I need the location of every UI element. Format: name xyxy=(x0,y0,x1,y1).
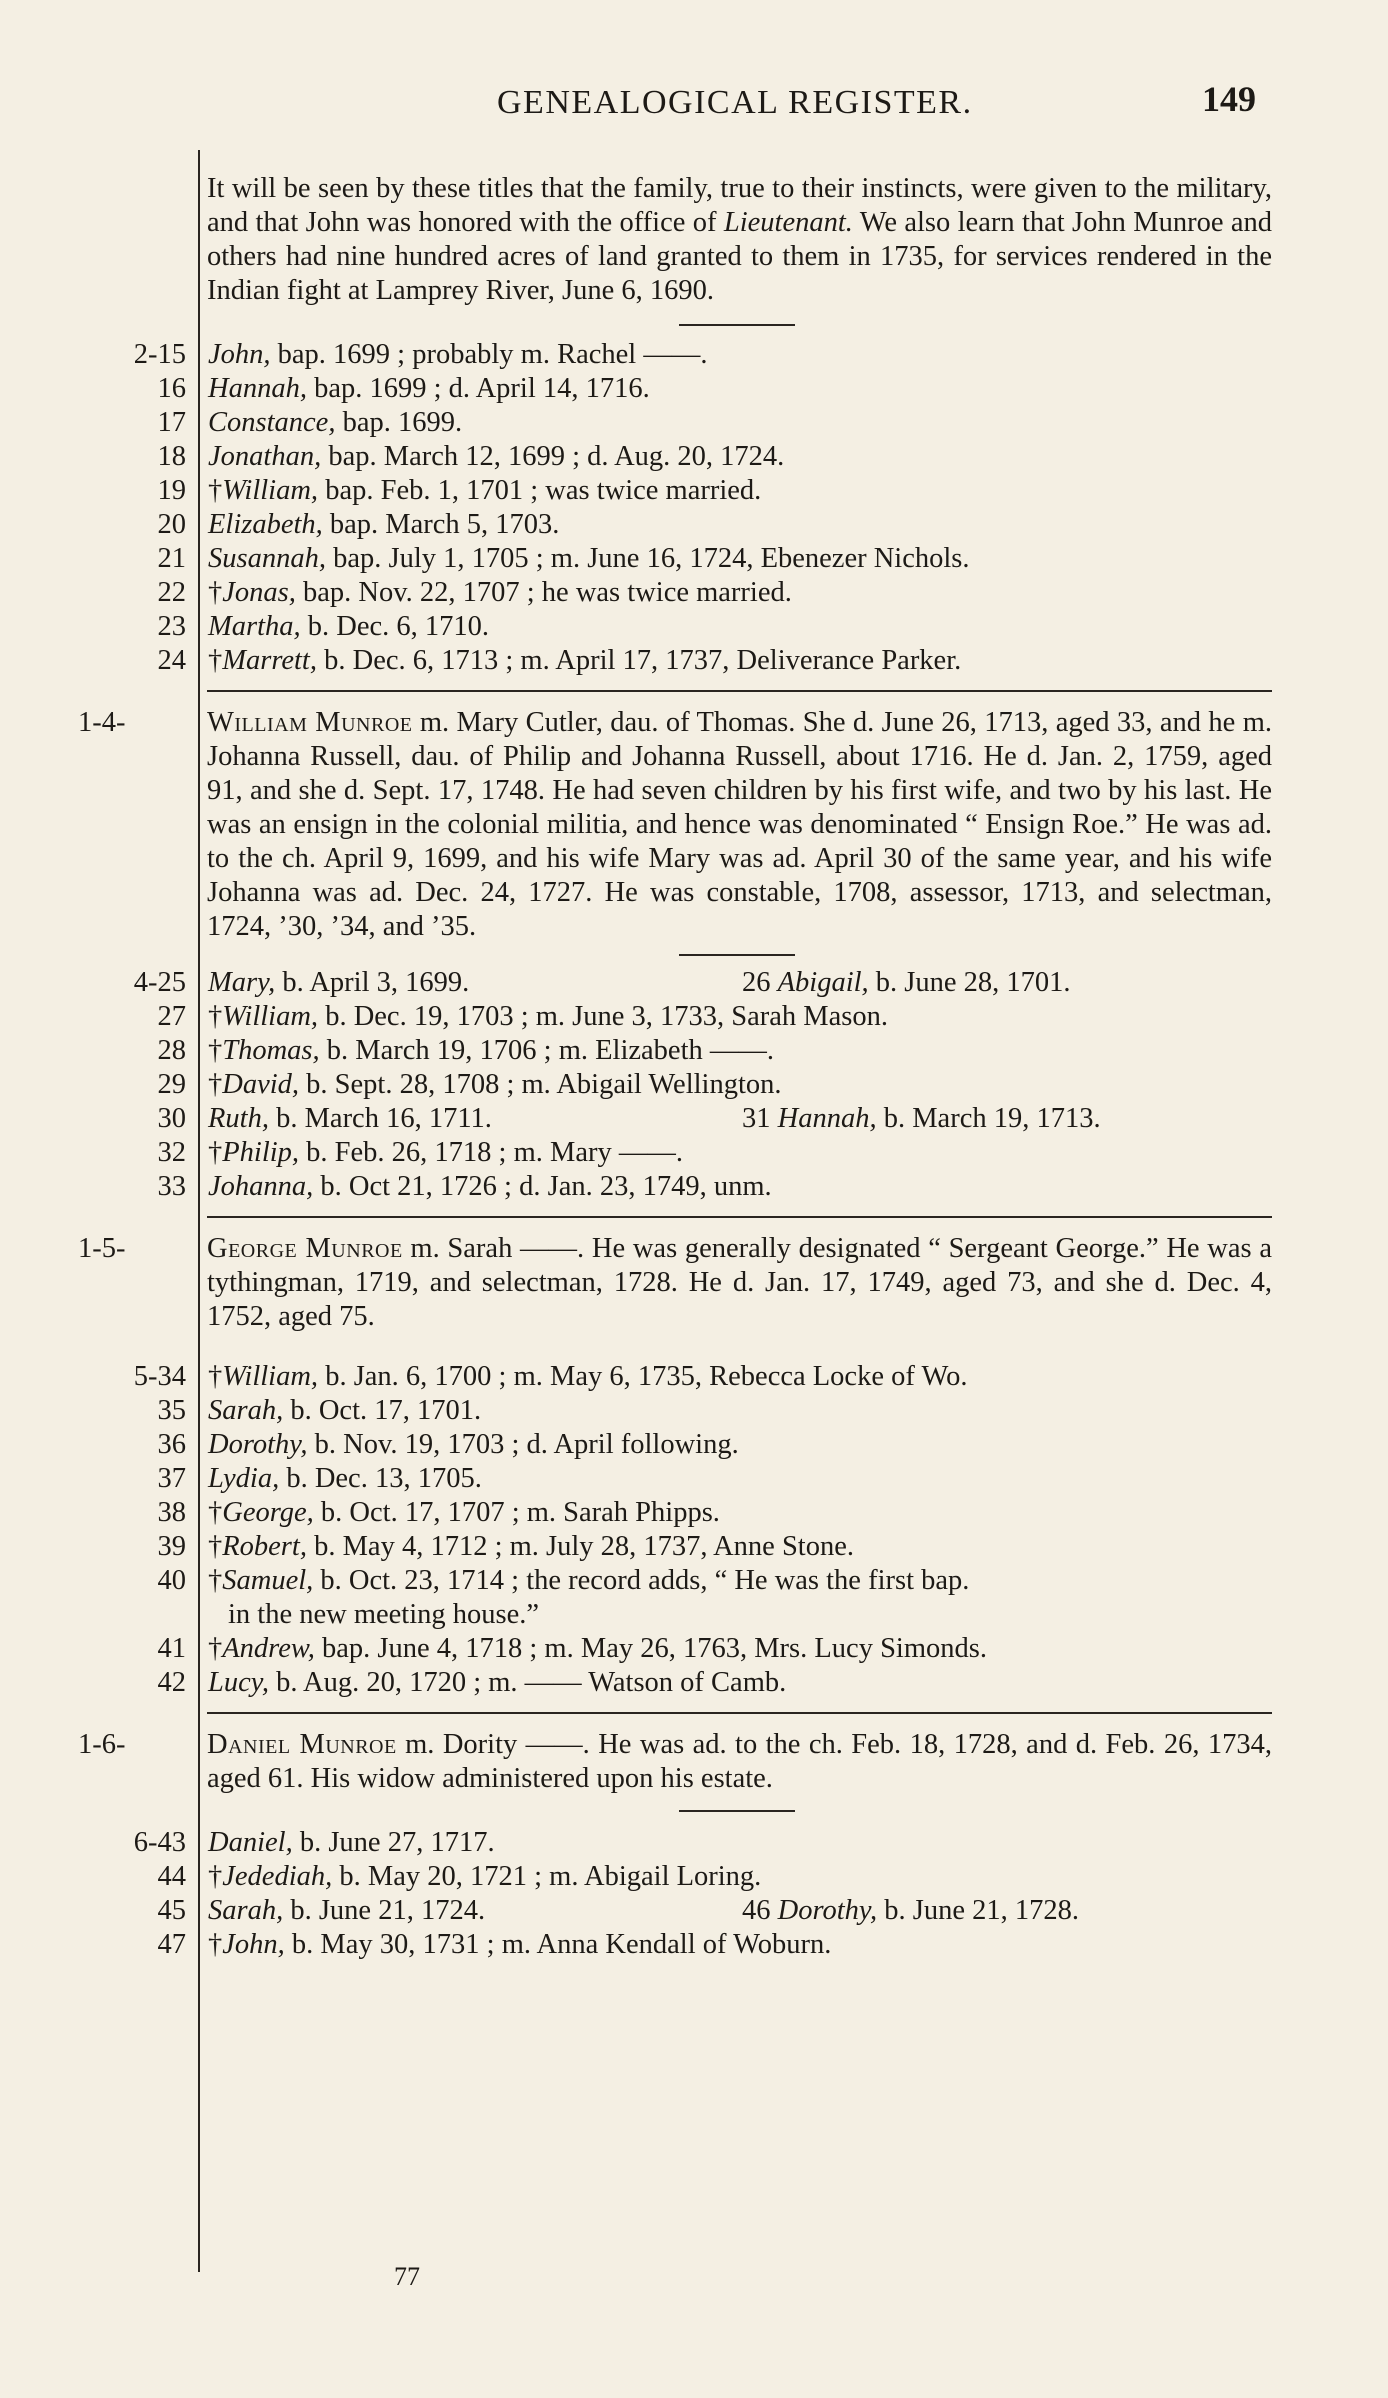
line-continuation-mark: † xyxy=(208,1497,223,1528)
page-number: 149 xyxy=(1202,79,1256,119)
line-continuation-mark: † xyxy=(208,475,223,506)
child-number: 39 xyxy=(157,1531,186,1562)
child-number: 2-15 xyxy=(133,339,186,370)
child-details: b. Oct 21, 1726 ; d. Jan. 23, 1749, unm. xyxy=(313,1171,772,1202)
child-text xyxy=(208,1428,739,1462)
child-name: Philip, xyxy=(222,1137,300,1168)
child-name: George, xyxy=(222,1497,314,1528)
generation-label: 1-6- xyxy=(78,1729,126,1760)
intro-text-italic: Lieutenant. xyxy=(723,207,853,238)
child-text xyxy=(208,1530,854,1564)
child-entry xyxy=(0,1860,1388,1894)
child-text xyxy=(208,966,469,1000)
child-details: b. Dec. 6, 1710. xyxy=(300,611,490,642)
child-name: Johanna, xyxy=(208,1171,314,1202)
child-details: b. Oct. 23, 1714 ; the record adds, “ He was the first bap. xyxy=(313,1565,970,1596)
child-text xyxy=(208,1894,485,1928)
child-text xyxy=(208,338,707,372)
child-details: b. March 19, 1713. xyxy=(876,1103,1101,1134)
child-entry xyxy=(0,610,1388,644)
child-details: bap. 1699. xyxy=(335,407,463,438)
child-name: Elizabeth, xyxy=(208,509,323,540)
child-name: Robert, xyxy=(222,1531,307,1562)
generation-label: 1-4- xyxy=(78,707,126,738)
child-entry xyxy=(0,1000,1388,1034)
child-name: Hannah, xyxy=(777,1103,877,1134)
child-number: 46 xyxy=(742,1895,771,1926)
child-number: 17 xyxy=(157,407,186,438)
child-name: Mary, xyxy=(208,967,276,998)
intro-paragraph xyxy=(207,172,1272,308)
line-continuation-mark: † xyxy=(208,1035,223,1066)
child-name: Sarah, xyxy=(208,1895,284,1926)
child-number: 37 xyxy=(157,1463,186,1494)
child-details: bap. 1699 ; probably m. Rachel ——. xyxy=(270,339,708,370)
child-entry xyxy=(0,1496,1388,1530)
child-entry xyxy=(0,1034,1388,1068)
child-name: Martha, xyxy=(208,611,301,642)
child-name: Daniel, xyxy=(208,1827,293,1858)
child-name: Lucy, xyxy=(208,1667,269,1698)
child-text xyxy=(208,644,961,678)
child-number: 35 xyxy=(157,1395,186,1426)
generation-label: 1-5- xyxy=(78,1233,126,1264)
child-details: b. March 16, 1711. xyxy=(268,1103,492,1134)
children-list-george-munroe xyxy=(0,1360,1388,1700)
child-name: Constance, xyxy=(208,407,336,438)
child-name: Marrett, xyxy=(222,645,317,676)
child-name: William, xyxy=(222,1001,319,1032)
child-number: 44 xyxy=(157,1861,186,1892)
child-details: b. Dec. 19, 1703 ; m. June 3, 1733, Sarah Mason. xyxy=(318,1001,888,1032)
child-name: Andrew, xyxy=(222,1633,315,1664)
children-list-daniel-munroe xyxy=(0,1826,1388,1962)
child-text xyxy=(208,1860,761,1894)
section-divider xyxy=(679,1810,795,1812)
child-text xyxy=(208,1136,683,1170)
child-text xyxy=(208,1034,774,1068)
page-header xyxy=(0,78,1388,128)
child-number: 4-25 xyxy=(133,967,186,998)
child-entry xyxy=(0,1666,1388,1700)
child-number: 40 xyxy=(157,1565,186,1596)
intro-text-2: We also learn that John Munroe and others had nine hundred acres of land granted to them in 1735, for services rendered in the Indian fight at Lamprey River, June 6, 1690. xyxy=(207,207,1272,306)
child-entry xyxy=(0,1462,1388,1496)
children-list-john-munroe xyxy=(0,338,1388,678)
child-text xyxy=(208,406,462,440)
entry-text: m. Sarah ——. He was generally designated “ Sergeant George.” He was a tythingman, 1719, and selectman, 1728. He d. Jan. 17, 1749, aged 73, and she d. Dec. 4, 1752, aged 75. xyxy=(207,1233,1272,1332)
child-details: b. Jan. 6, 1700 ; m. May 6, 1735, Rebecca Locke of Wo. xyxy=(318,1361,968,1392)
child-entry xyxy=(0,1394,1388,1428)
line-continuation-mark: † xyxy=(208,1565,223,1596)
child-text xyxy=(208,474,761,508)
child-number: 38 xyxy=(157,1497,186,1528)
child-details: bap. Feb. 1, 1701 ; was twice married. xyxy=(318,475,762,506)
child-text-second xyxy=(742,1894,1079,1928)
child-details: bap. March 5, 1703. xyxy=(322,509,560,540)
child-details: b. March 19, 1706 ; m. Elizabeth ——. xyxy=(319,1035,774,1066)
child-details: b. May 30, 1731 ; m. Anna Kendall of Woburn. xyxy=(284,1929,832,1960)
child-entry xyxy=(0,1632,1388,1666)
child-name: Abigail, xyxy=(777,967,869,998)
child-text xyxy=(208,1564,969,1598)
section-divider xyxy=(679,954,795,956)
child-name: John, xyxy=(222,1929,285,1960)
child-text xyxy=(208,1360,967,1394)
child-name: Thomas, xyxy=(222,1035,320,1066)
running-head: GENEALOGICAL REGISTER. xyxy=(497,84,973,121)
line-continuation-mark: † xyxy=(208,1069,223,1100)
child-details: bap. 1699 ; d. April 14, 1716. xyxy=(306,373,650,404)
child-entry xyxy=(0,1102,1388,1136)
child-entry xyxy=(0,474,1388,508)
child-number: 31 xyxy=(742,1103,771,1134)
child-text xyxy=(208,610,489,644)
child-name: Sarah, xyxy=(208,1395,284,1426)
child-entry xyxy=(0,1826,1388,1860)
child-details: b. Dec. 6, 1713 ; m. April 17, 1737, Deliverance Parker. xyxy=(316,645,962,676)
child-number: 27 xyxy=(157,1001,186,1032)
child-number: 19 xyxy=(157,475,186,506)
child-details: bap. March 12, 1699 ; d. Aug. 20, 1724. xyxy=(321,441,785,472)
child-name: Dorothy, xyxy=(777,1895,878,1926)
child-text xyxy=(228,1598,539,1632)
child-details: bap. July 1, 1705 ; m. June 16, 1724, Ebenezer Nichols. xyxy=(325,543,970,574)
child-number: 20 xyxy=(157,509,186,540)
child-details: b. Dec. 13, 1705. xyxy=(279,1463,482,1494)
child-entry xyxy=(0,372,1388,406)
child-entry xyxy=(0,1530,1388,1564)
child-name: Jedediah, xyxy=(222,1861,333,1892)
child-details: in the new meeting house.” xyxy=(228,1599,540,1630)
child-name: Susannah, xyxy=(208,543,326,574)
child-entry xyxy=(0,508,1388,542)
child-name: Dorothy, xyxy=(208,1429,308,1460)
child-entry xyxy=(0,1564,1388,1598)
child-number: 23 xyxy=(157,611,186,642)
child-name: William, xyxy=(222,1361,319,1392)
entry-text: m. Dority ——. He was ad. to the ch. Feb. 18, 1728, and d. Feb. 26, 1734, aged 61. His widow administered upon his estate. xyxy=(207,1729,1272,1794)
child-text xyxy=(208,440,784,474)
child-name: William, xyxy=(222,475,319,506)
child-details: b. May 20, 1721 ; m. Abigail Loring. xyxy=(332,1861,762,1892)
child-number: 36 xyxy=(157,1429,186,1460)
child-number: 26 xyxy=(742,967,771,998)
child-number: 5-34 xyxy=(133,1361,186,1392)
child-entry xyxy=(0,644,1388,678)
child-entry xyxy=(0,1928,1388,1962)
entry-william-munroe xyxy=(0,706,1388,944)
child-text xyxy=(208,1632,987,1666)
child-entry xyxy=(0,1598,1388,1632)
child-number: 41 xyxy=(157,1633,186,1664)
child-number: 45 xyxy=(157,1895,186,1926)
child-text xyxy=(208,1928,831,1962)
child-text-second xyxy=(742,966,1071,1000)
child-details: b. Sept. 28, 1708 ; m. Abigail Wellington. xyxy=(299,1069,782,1100)
child-number: 32 xyxy=(157,1137,186,1168)
child-number: 29 xyxy=(157,1069,186,1100)
line-continuation-mark: † xyxy=(208,577,223,608)
entry-text: m. Mary Cutler, dau. of Thomas. She d. June 26, 1713, aged 33, and he m. Johanna Russell, dau. of Philip and Johanna Russell, about 1716. He d. Jan. 2, 1759, aged 91, and she d. Sept. 17, 1748. He had seven children by his first wife, and two by his last. He was an ensign in the colonial militia, and hence was denominated “ Ensign Roe.” He was ad. to the ch. April 9, 1699, and his wife Mary was ad. April 30 of the same year, and his wife Johanna was ad. Dec. 24, 1727. He was constable, 1708, assessor, 1713, and selectman, 1724, ’30, ’34, and ’35. xyxy=(207,707,1272,942)
child-text-second xyxy=(742,1102,1101,1136)
child-name: Hannah, xyxy=(208,373,307,404)
child-text xyxy=(208,1462,482,1496)
child-details: b. June 28, 1701. xyxy=(868,967,1071,998)
child-entry xyxy=(0,1136,1388,1170)
child-number: 18 xyxy=(157,441,186,472)
child-number: 24 xyxy=(157,645,186,676)
child-name: John, xyxy=(208,339,271,370)
child-text xyxy=(208,1170,772,1204)
child-entry xyxy=(0,576,1388,610)
entry-george-munroe xyxy=(0,1232,1388,1334)
child-text xyxy=(208,1102,492,1136)
child-name: Jonathan, xyxy=(208,441,322,472)
child-details: b. April 3, 1699. xyxy=(275,967,470,998)
child-entry xyxy=(0,1360,1388,1394)
section-divider xyxy=(679,324,795,326)
child-entry xyxy=(0,1068,1388,1102)
child-entry xyxy=(0,542,1388,576)
child-name: Lydia, xyxy=(208,1463,280,1494)
child-entry xyxy=(0,338,1388,372)
child-details: bap. June 4, 1718 ; m. May 26, 1763, Mrs. Lucy Simonds. xyxy=(314,1633,987,1664)
child-name: Jonas, xyxy=(222,577,296,608)
child-entry xyxy=(0,966,1388,1000)
line-continuation-mark: † xyxy=(208,1929,223,1960)
child-details: b. Oct. 17, 1701. xyxy=(283,1395,482,1426)
child-name: David, xyxy=(222,1069,300,1100)
child-details: b. Aug. 20, 1720 ; m. —— Watson of Camb. xyxy=(268,1667,787,1698)
child-number: 30 xyxy=(157,1103,186,1134)
child-entry xyxy=(0,406,1388,440)
person-name: George Munroe xyxy=(207,1233,403,1264)
child-entry xyxy=(0,1428,1388,1462)
child-text xyxy=(208,1666,786,1700)
child-number: 33 xyxy=(157,1171,186,1202)
entry-daniel-munroe xyxy=(0,1728,1388,1796)
child-number: 21 xyxy=(157,543,186,574)
child-text xyxy=(208,576,792,610)
section-rule xyxy=(207,1216,1272,1218)
line-continuation-mark: † xyxy=(208,1861,223,1892)
section-rule xyxy=(207,690,1272,692)
child-name: Samuel, xyxy=(222,1565,314,1596)
child-text xyxy=(208,1000,888,1034)
children-list-william-munroe xyxy=(0,966,1388,1204)
line-continuation-mark: † xyxy=(208,645,223,676)
child-text xyxy=(208,508,559,542)
child-number: 28 xyxy=(157,1035,186,1066)
line-continuation-mark: † xyxy=(208,1633,223,1664)
child-details: b. May 4, 1712 ; m. July 28, 1737, Anne Stone. xyxy=(306,1531,854,1562)
person-name: Daniel Munroe xyxy=(207,1729,397,1760)
signature-mark: 77 xyxy=(394,2262,420,2291)
page-body xyxy=(0,160,1388,1962)
child-number: 22 xyxy=(157,577,186,608)
child-entry xyxy=(0,440,1388,474)
child-details: b. Oct. 17, 1707 ; m. Sarah Phipps. xyxy=(313,1497,720,1528)
child-details: b. June 21, 1728. xyxy=(877,1895,1079,1926)
line-continuation-mark: † xyxy=(208,1137,223,1168)
person-name: William Munroe xyxy=(207,707,413,738)
child-number: 47 xyxy=(157,1929,186,1960)
section-rule xyxy=(207,1712,1272,1714)
child-entry xyxy=(0,1170,1388,1204)
child-text xyxy=(208,542,970,576)
intro-text-1: It will be seen by these titles that the family, true to their instincts, were given to the military, and that John was honored with the office of xyxy=(207,173,1272,238)
child-details: b. Nov. 19, 1703 ; d. April following. xyxy=(307,1429,739,1460)
child-text xyxy=(208,1068,782,1102)
child-details: b. June 21, 1724. xyxy=(283,1895,486,1926)
child-details: b. Feb. 26, 1718 ; m. Mary ——. xyxy=(299,1137,683,1168)
child-number: 6-43 xyxy=(133,1827,186,1858)
line-continuation-mark: † xyxy=(208,1001,223,1032)
line-continuation-mark: † xyxy=(208,1361,223,1392)
child-text xyxy=(208,1496,720,1530)
line-continuation-mark: † xyxy=(208,1531,223,1562)
child-number: 42 xyxy=(157,1667,186,1698)
child-name: Ruth, xyxy=(208,1103,269,1134)
child-details: bap. Nov. 22, 1707 ; he was twice married. xyxy=(295,577,792,608)
child-text xyxy=(208,1826,495,1860)
child-text xyxy=(208,372,650,406)
child-number: 16 xyxy=(157,373,186,404)
child-details: b. June 27, 1717. xyxy=(292,1827,495,1858)
child-entry xyxy=(0,1894,1388,1928)
child-text xyxy=(208,1394,481,1428)
